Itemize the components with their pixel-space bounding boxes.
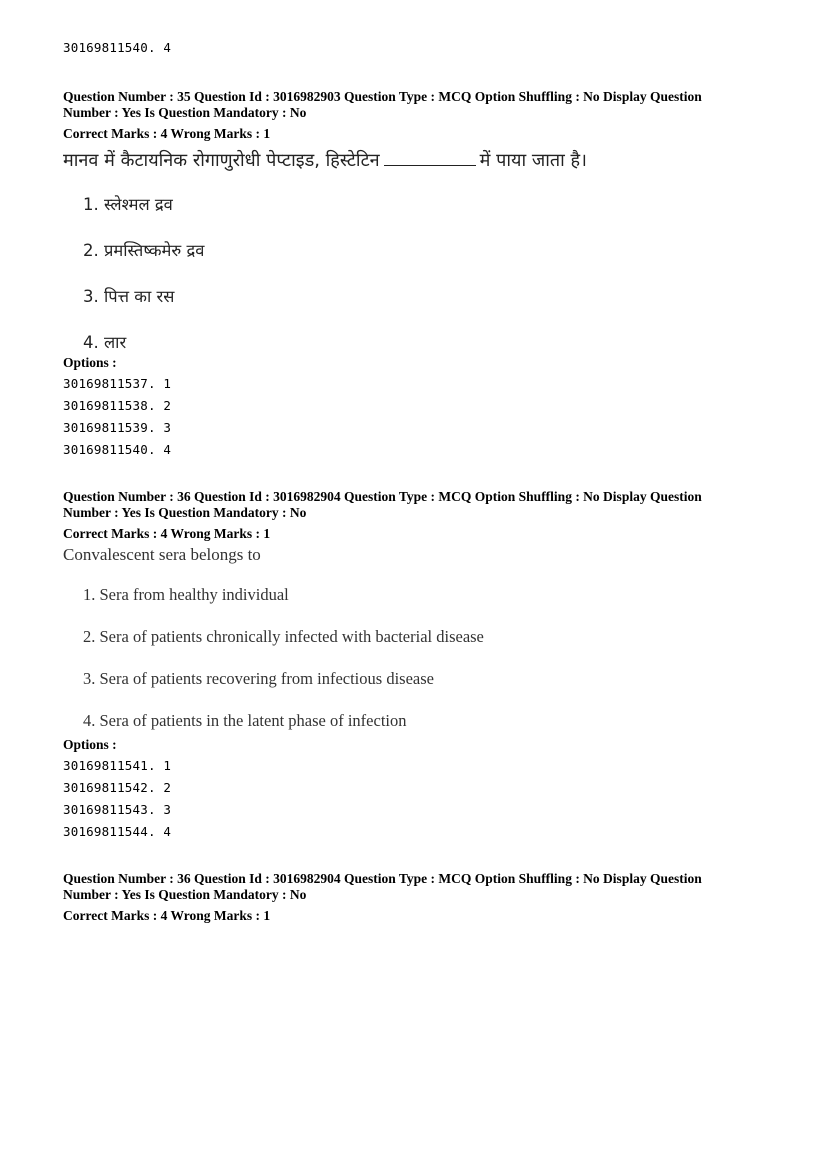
q36-choice-2: 2. Sera of patients chronically infected with bacterial disease xyxy=(83,627,484,646)
q35-option-code-3: 30169811539. 3 xyxy=(63,420,172,435)
q36-option-code-4: 30169811544. 4 xyxy=(63,824,172,839)
q35-meta-line2: Number : Yes Is Question Mandatory : No xyxy=(63,105,307,120)
q35-meta-line1: Question Number : 35 Question Id : 3016982903 Question Type : MCQ Option Shuffling : No Display Question xyxy=(63,89,702,104)
q35-choice-4: 4. लार xyxy=(83,333,127,352)
q35-choice-1: 1. स्लेश्मल द्रव xyxy=(83,195,173,214)
q35-option-code-1: 30169811537. 1 xyxy=(63,376,172,391)
q36r-meta-line1: Question Number : 36 Question Id : 3016982904 Question Type : MCQ Option Shuffling : No Display Question xyxy=(63,871,702,886)
header-option-code: 30169811540. 4 xyxy=(63,40,172,55)
q35-option-code-2: 30169811538. 2 xyxy=(63,398,172,413)
q36-marks: Correct Marks : 4 Wrong Marks : 1 xyxy=(63,526,271,541)
q36-choice-1: 1. Sera from healthy individual xyxy=(83,585,289,604)
q36-choice-3: 3. Sera of patients recovering from infectious disease xyxy=(83,669,434,688)
q35-blank xyxy=(384,151,476,166)
q35-options-label: Options : xyxy=(63,355,117,370)
q36-question-text: Convalescent sera belongs to xyxy=(63,545,261,564)
q35-choice-3: 3. पित्त का रस xyxy=(83,287,175,306)
q35-choice-2: 2. प्रमस्तिष्कमेरु द्रव xyxy=(83,241,205,260)
q35-question-before: मानव में कैटायनिक रोगाणुरोधी पेप्टाइड, हिस्टेटिन xyxy=(63,150,380,171)
q36-choice-4: 4. Sera of patients in the latent phase of infection xyxy=(83,711,407,730)
q35-option-code-4: 30169811540. 4 xyxy=(63,442,172,457)
q35-question-after: में पाया जाता है। xyxy=(479,150,587,171)
q36-option-code-3: 30169811543. 3 xyxy=(63,802,172,817)
q36-option-code-1: 30169811541. 1 xyxy=(63,758,172,773)
q35-question-text xyxy=(63,148,587,172)
q36-option-code-2: 30169811542. 2 xyxy=(63,780,172,795)
q36-meta-line2: Number : Yes Is Question Mandatory : No xyxy=(63,505,307,520)
q36-options-label: Options : xyxy=(63,737,117,752)
q35-marks: Correct Marks : 4 Wrong Marks : 1 xyxy=(63,126,271,141)
q36r-meta-line2: Number : Yes Is Question Mandatory : No xyxy=(63,887,307,902)
q36-meta-line1: Question Number : 36 Question Id : 3016982904 Question Type : MCQ Option Shuffling : No Display Question xyxy=(63,489,702,504)
q36r-marks: Correct Marks : 4 Wrong Marks : 1 xyxy=(63,908,271,923)
